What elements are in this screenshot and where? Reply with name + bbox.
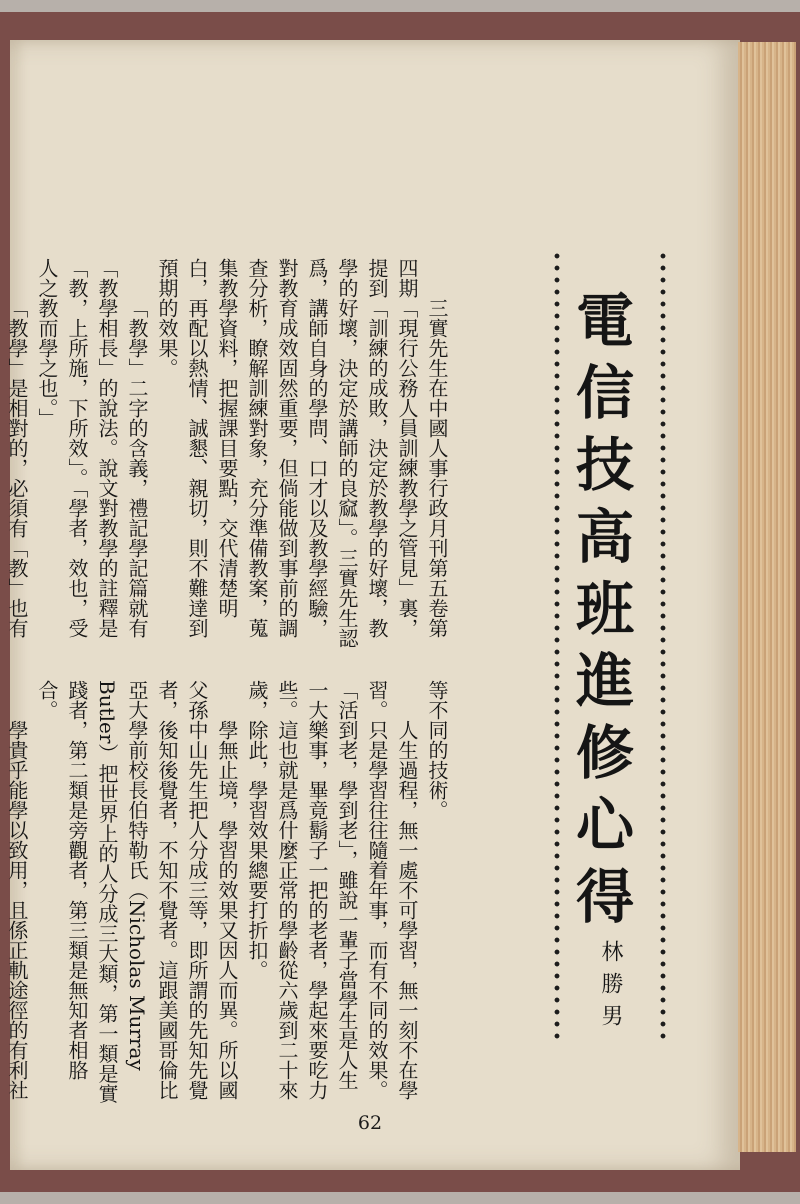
page-edges — [738, 42, 796, 1152]
title-panel — [550, 250, 670, 1040]
page-number: 62 — [357, 1112, 383, 1134]
paragraph: 學無止境，學習的效果又因人而異。所以國父孫中山先生把人分成三等，即所謂的先知先覺者，後知後覺者，不知不覺者。這跟美國哥倫比亞大學前校長伯特勒氏（Nicholas Murray Butler）把世界上的人分成三大類，第一類是實踐者，第二類是旁觀者，第三類是無知者相胳合。 — [35, 680, 239, 1104]
paragraph: 「教學」二字的含義，禮記學記篇就有「教學相長」的說法。說文對教學的註釋是「教，上所施，下所效」。「學者，效也，受人之教而學之也。」 — [35, 258, 149, 638]
paragraph: 等不同的技術。 — [425, 680, 449, 820]
paragraph: 學貴乎能學以致用，且係正軌途徑的有利社 — [5, 720, 29, 1100]
article-author: 林勝男 — [598, 940, 623, 1036]
wavy-border-right — [656, 250, 670, 1040]
paragraph: 人生過程，無一處不可學習，無一刻不在學習。只是學習往往隨着年事，而有不同的效果。「活到老，學到老」，雖說一輩子當學生是人生一大樂事，畢竟鬍子一把的老者，學起來要吃力些。這也就是爲什麼正常的學齡從六歲到二十來歲，除此，學習效果總要打折扣。 — [245, 680, 419, 1100]
text-block-lower — [5, 680, 452, 1105]
paragraph: 三實先生在中國人事行政月刊第五卷第四期「現行公務人員訓練教學之管見」裏，提到「訓練的成敗，決定於教學的好壞，教學的好壞，決定於講師的良窳」。三實先生認爲，講師自身的學問、口才以及教學經驗，對教育成效固然重要，但倘能做到事前的調查分析，瞭解訓練對象，充分準備教案，蒐集教學資料，把握課目要點，交代清楚明白，再配以熱情、誠懇、親切，則不難達到預期的效果。 — [155, 258, 449, 648]
book-page — [5, 40, 740, 1170]
text-block-upper — [5, 258, 452, 653]
article-title: 電信技高班進修心得 — [566, 290, 634, 938]
paragraph: 「教學」是相對的，必須有「教」也有 — [5, 298, 29, 638]
